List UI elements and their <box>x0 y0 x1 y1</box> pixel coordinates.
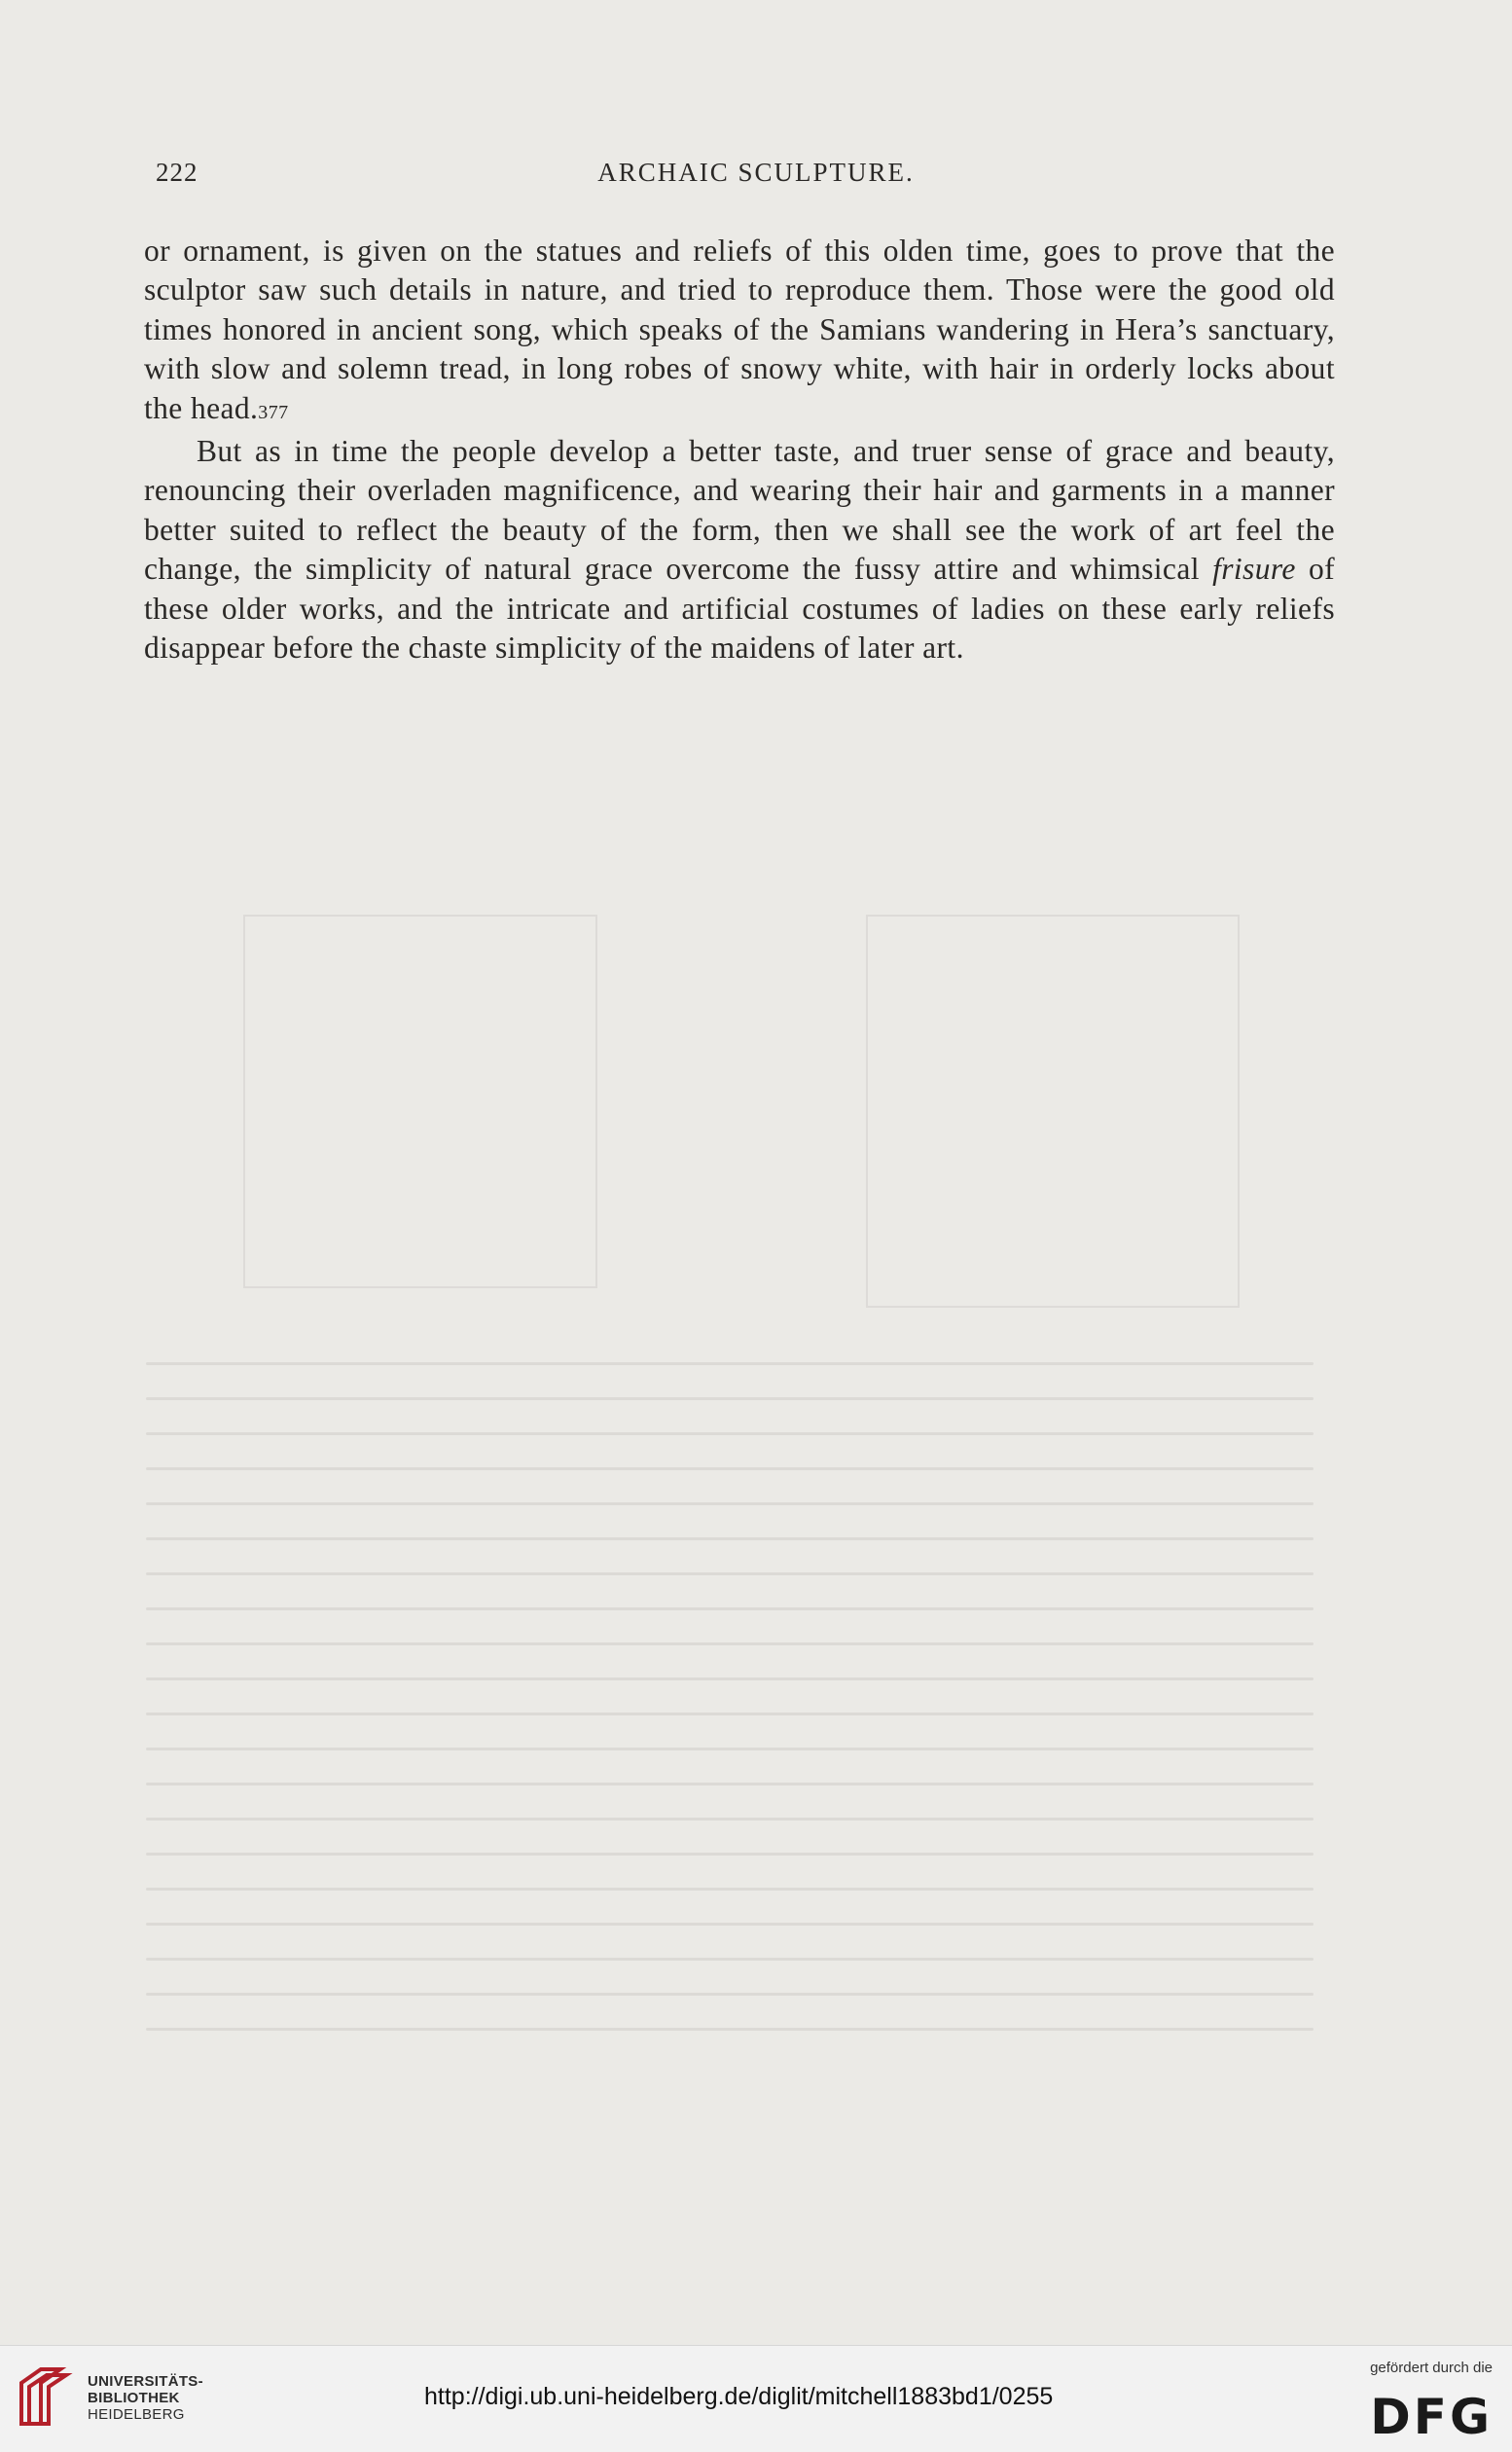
paragraph-2-text-start: But as in time the people develop a better taste, and truer sense of grace and beauty, renouncing their overladen magnificence, and wearing their hair and garments in a manner better suited to reflect the beauty of the form, then we shall see the work of art feel the change, the simplicity of natural grace overcome the fussy attire and whimsical <box>144 434 1335 587</box>
university-library-name <box>88 2373 203 2423</box>
dfg-logo: DFG <box>1370 2389 1493 2445</box>
digitization-footer <box>0 2345 1512 2452</box>
body-text <box>144 232 1335 667</box>
university-library-logo-icon <box>16 2365 76 2430</box>
italic-term: frisure <box>1212 552 1296 587</box>
footnote-reference: 377 <box>258 401 289 423</box>
paragraph-2-text-end: of these older works, and the intricate and artificial costumes of ladies on these early reliefs disappear before the chaste simplicity of the maidens of later art. <box>144 552 1335 666</box>
permalink-url[interactable]: http://digi.ub.uni-heidelberg.de/diglit/mitchell1883bd1/0255 <box>424 2383 1054 2410</box>
paragraph-1 <box>144 232 1335 432</box>
funding-label: gefördert durch die <box>1370 2360 1493 2376</box>
show-through-text-lines <box>146 1362 1314 2063</box>
running-title: ARCHAIC SCULPTURE. <box>597 158 915 187</box>
library-name-line-2: BIBLIOTHEK <box>88 2390 180 2406</box>
page-number: 222 <box>156 158 198 187</box>
library-name-line-3: HEIDELBERG <box>88 2406 185 2423</box>
paragraph-1-text: or ornament, is given on the statues and reliefs of this olden time, goes to prove that the sculptor saw such details in nature, and tried to reproduce them. Those were the good old times honored in ancient song, which speaks of the Samians wandering in Hera’s sanctuary, with slow and solemn tread, in long robes of snowy white, with hair in orderly locks about the head. <box>144 234 1335 425</box>
show-through-reverse-page <box>224 915 1343 2121</box>
running-head <box>156 158 1356 197</box>
show-through-figure-left <box>243 915 597 1288</box>
paragraph-2 <box>144 432 1335 667</box>
library-name-line-1: UNIVERSITÄTS- <box>88 2373 203 2390</box>
show-through-figure-right <box>866 915 1240 1308</box>
